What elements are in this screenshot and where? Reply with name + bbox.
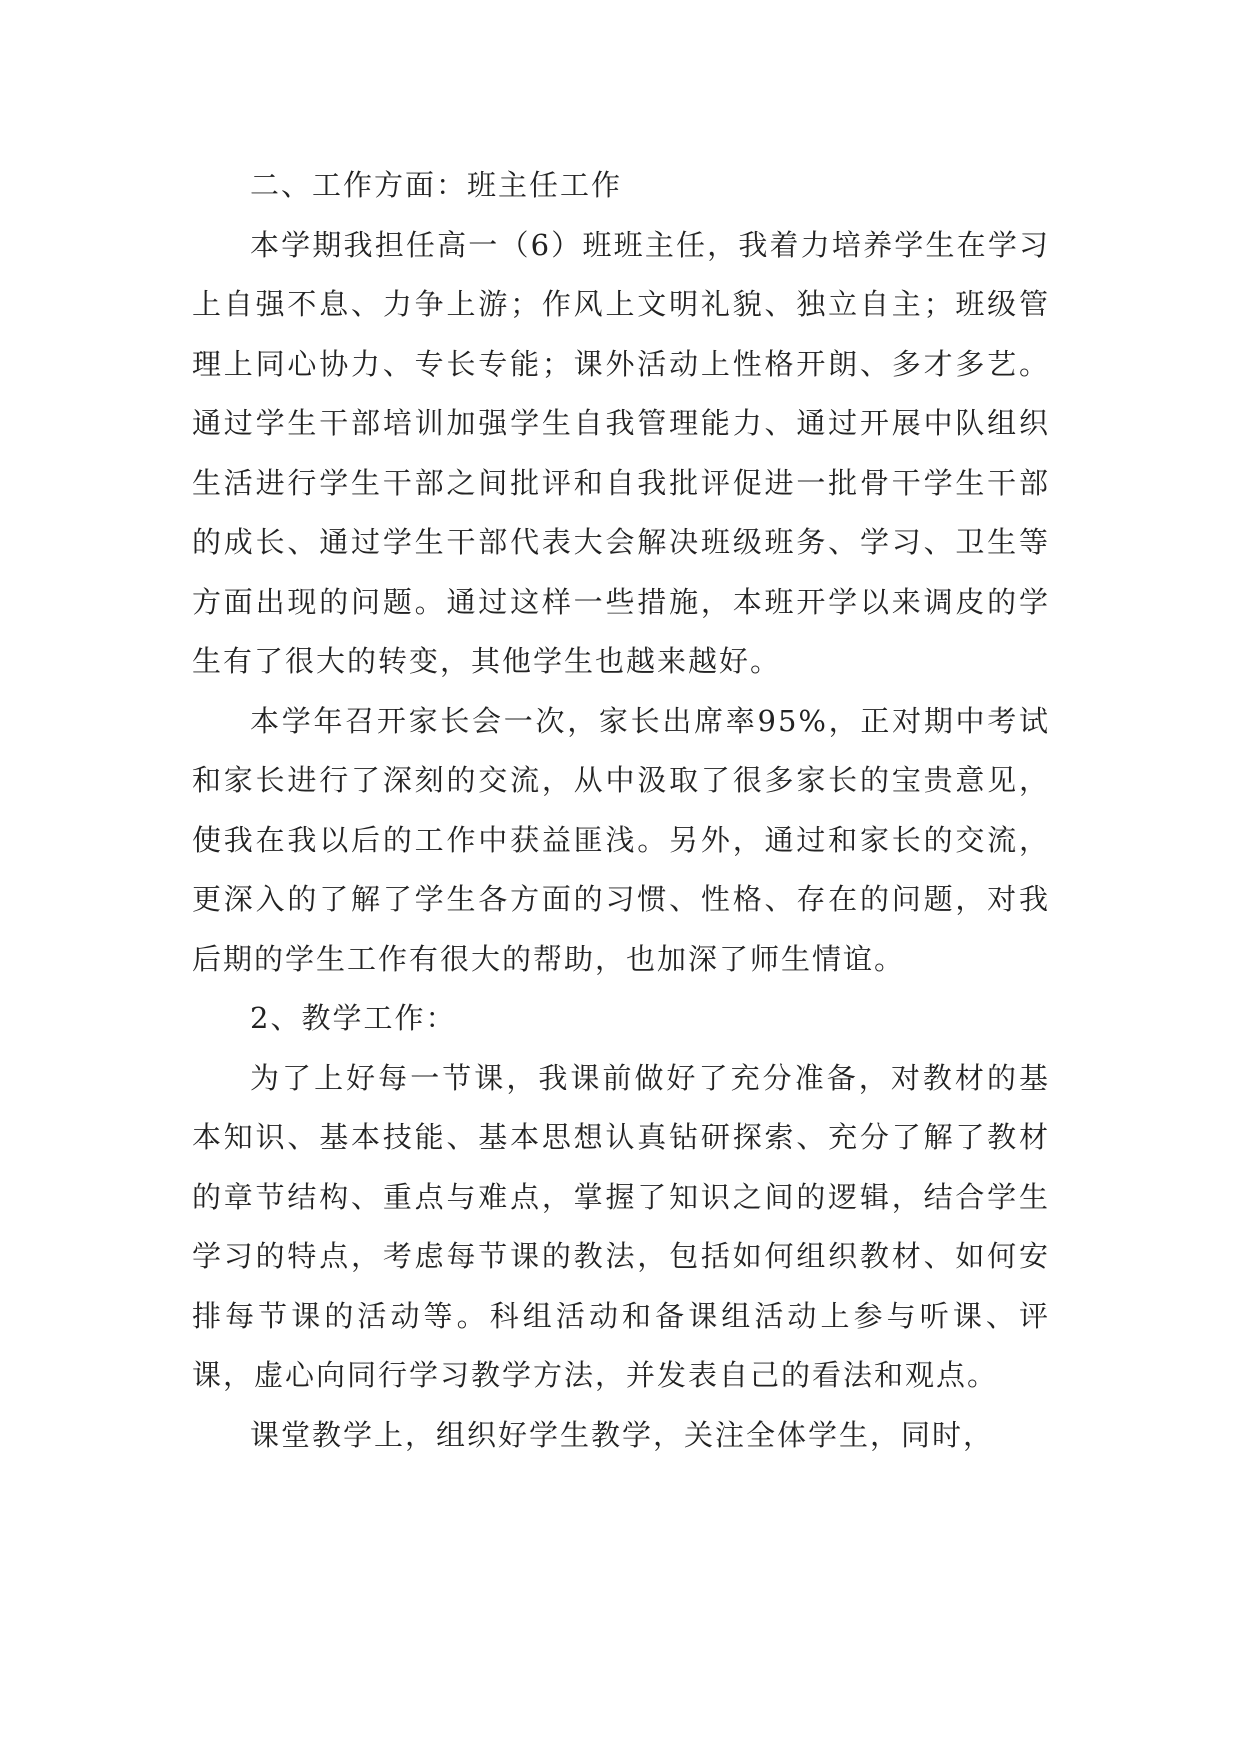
section-heading: 二、工作方面：班主任工作 xyxy=(250,168,623,202)
document-body xyxy=(192,156,1050,1465)
paragraph-classroom-teaching: 课堂教学上，组织好学生教学，关注全体学生，同时， xyxy=(250,1417,995,1452)
paragraph-class-management: 本学期我担任高一（6）班班主任，我着力培养学生在学习上自强不息、力争上游；作风上文明礼貌、独立自主；班级管理上同心协力、专长专能；课外活动上性格开朗、多才多艺。通过学生干部培训加强学生自我管理能力、通过开展中队组织生活进行学生干部之间批评和自我批评促进一批骨干学生干部的成长、通过学生干部代表大会解决班级班务、学习、卫生等方面出现的问题。通过这样一些措施，本班开学以来调皮的学生有了很大的转变，其他学生也越来越好。 xyxy=(192,227,1050,678)
paragraph-lesson-preparation: 为了上好每一节课，我课前做好了充分准备，对教材的基本知识、基本技能、基本思想认真钻研探索、充分了解了教材的章节结构、重点与难点，掌握了知识之间的逻辑，结合学生学习的特点，考虑每节课的教法，包括如何组织教材、如何安排每节课的活动等。科组活动和备课组活动上参与听课、评课，虚心向同行学习教学方法，并发表自己的看法和观点。 xyxy=(192,1060,1050,1392)
subsection-heading: 2、教学工作： xyxy=(250,1001,457,1035)
paragraph-parent-meeting: 本学年召开家长会一次，家长出席率95%，正对期中考试和家长进行了深刻的交流，从中汲取了很多家长的宝贵意见，使我在我以后的工作中获益匪浅。另外，通过和家长的交流，更深入的了解了学生各方面的习惯、性格、存在的问题，对我后期的学生工作有很大的帮助，也加深了师生情谊。 xyxy=(192,703,1050,976)
